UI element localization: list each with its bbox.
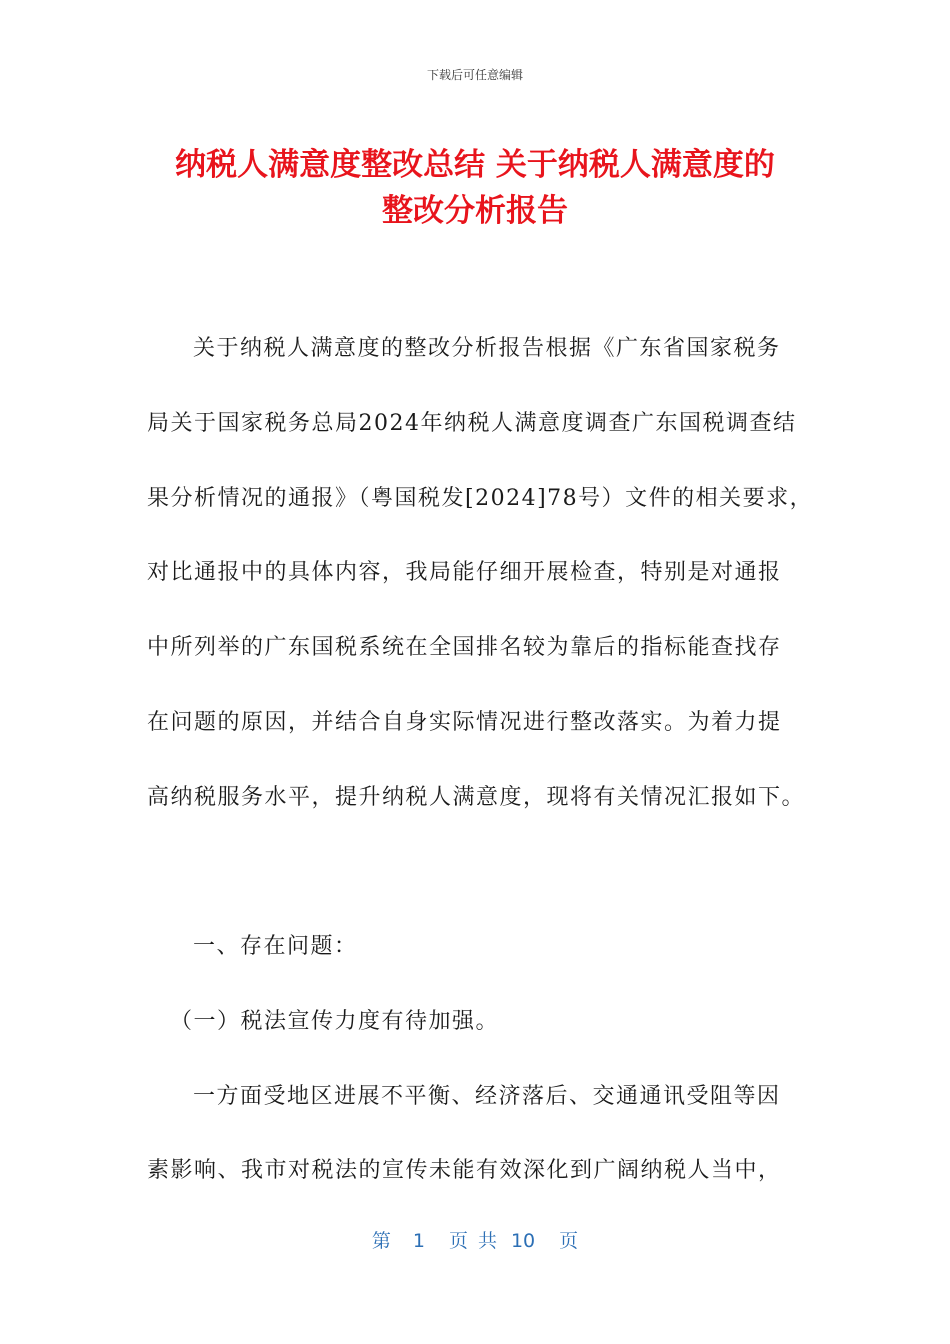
footer-page-prefix: 第	[371, 1230, 391, 1252]
body-line: 素影响、我市对税法的宣传未能有效深化到广阔纳税人当中，	[147, 1158, 782, 1183]
footer-total-prefix: 共	[477, 1230, 497, 1252]
body-line: 关于纳税人满意度的整改分析报告根据《广东省国家税务	[193, 336, 781, 361]
body-line: 在问题的原因，并结合自身实际情况进行整改落实。为着力提	[147, 710, 782, 735]
footer-page-number: 1	[412, 1230, 425, 1252]
section-heading: 一、存在问题：	[193, 934, 358, 959]
footer-page-mid: 页	[448, 1230, 468, 1252]
body-line: 中所列举的广东国税系统在全国排名较为靠后的指标能查找存	[147, 635, 782, 660]
subsection-heading: （一）税法宣传力度有待加强。	[170, 1009, 500, 1034]
footer-page-suffix: 页	[559, 1230, 579, 1252]
footer-total-pages: 10	[510, 1230, 536, 1252]
header-note: 下载后可任意编辑	[426, 68, 523, 82]
body-line: 果分析情况的通报》（粤国税发[2024]78号）文件的相关要求，	[147, 486, 814, 511]
body-line: 局关于国家税务总局2024年纳税人满意度调查广东国税调查结	[147, 411, 797, 436]
title-line-1: 纳税人满意度整改总结 关于纳税人满意度的	[175, 147, 775, 183]
body-line: 一方面受地区进展不平衡、经济落后、交通通讯受阻等因	[193, 1084, 781, 1109]
body-line: 对比通报中的具体内容，我局能仔细开展检查，特别是对通报	[147, 560, 782, 585]
document-title	[120, 142, 830, 234]
title-line-2: 整改分析报告	[382, 193, 568, 229]
body-line: 高纳税服务水平，提升纳税人满意度，现将有关情况汇报如下。	[147, 785, 806, 810]
page-footer	[0, 1226, 950, 1253]
